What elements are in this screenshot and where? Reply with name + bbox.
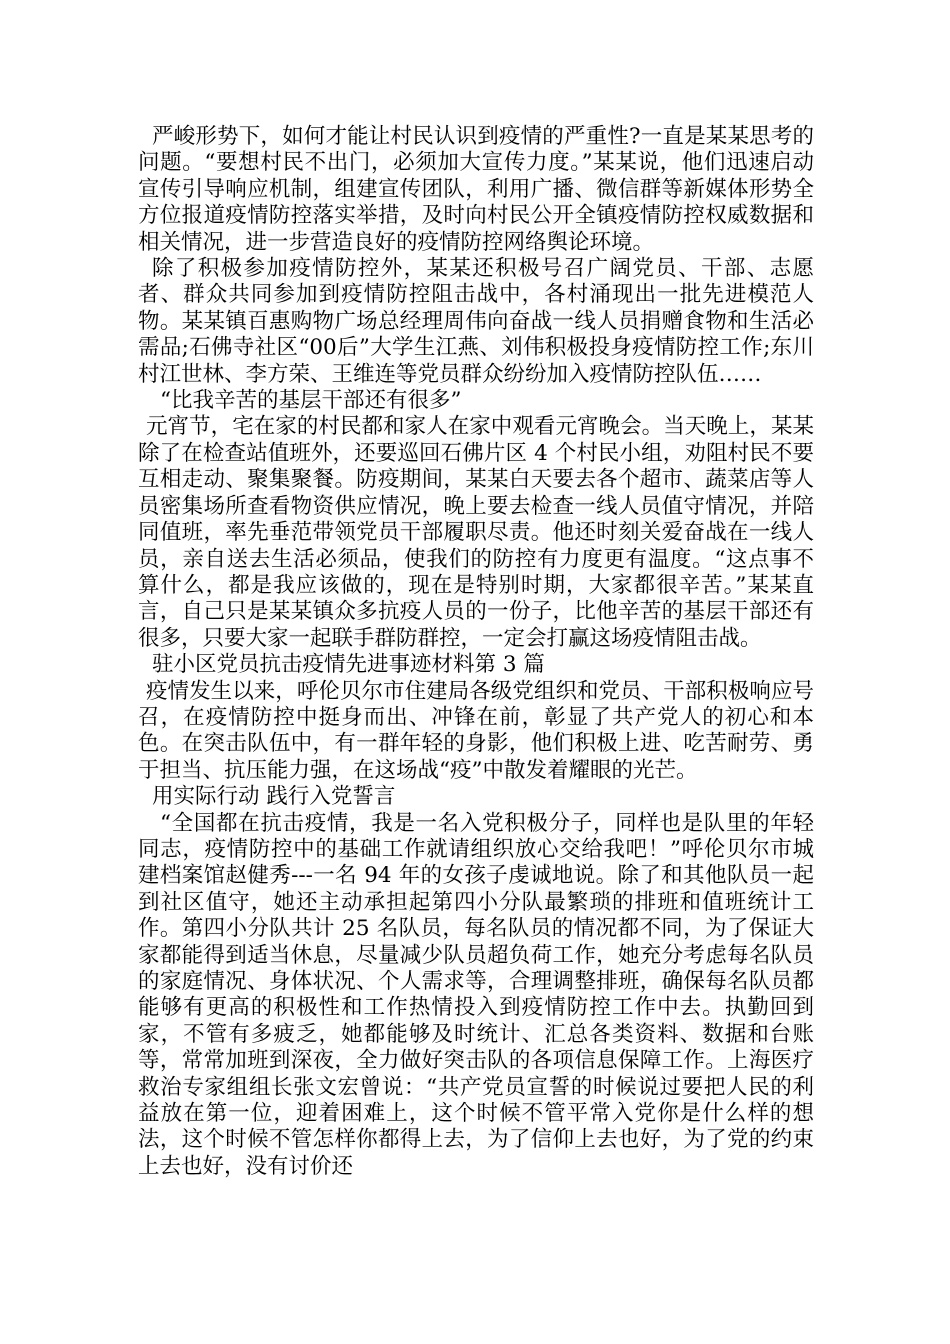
paragraph-publicity: 严峻形势下，如何才能让村民认识到疫情的严重性?一直是某某思考的问题。“要想村民不出门，必须加大宣传力度。”某某说，他们迅速启动宣传引导响应机制，组建宣传团队，利用广播、微信群等新媒体形势全方位报道疫情防控落实举措，及时向村民公开全镇疫情防控权威数据和相关情况，进一步营造良好的疫情防控网络舆论环境。	[138, 124, 814, 255]
section-heading-grassroots: “比我辛苦的基层干部还有很多”	[160, 388, 462, 414]
paragraph-lantern-festival: 元宵节，宅在家的村民都和家人在家中观看元宵晚会。当天晚上，某某除了在检查站值班外，还要巡回石佛片区 4 个村民小组，劝阻村民不要互相走动、聚集聚餐。防疫期间，某某白天要去各个超市、蔬菜店等人员密集场所查看物资供应情况，晚上要去检查一线人员值守情况，并陪同值班，率先垂范带领党员干部履职尽责。他还时刻关爱奋战在一线人员，亲自送去生活必须品，使我们的防控有力度更有温度。“这点事不算什么，都是我应该做的，现在是特别时期，大家都很辛苦。”某某直言，自己只是某某镇众多抗疫人员的一份子，比他辛苦的基层干部还有很多，只要大家一起联手群防群控，一定会打赢这场疫情阻击战。	[138, 414, 814, 651]
document-body	[138, 124, 814, 1180]
paragraph-zhao-jianxiu: “全国都在抗击疫情，我是一名入党积极分子，同样也是队里的年轻同志，疫情防控中的基础工作就请组织放心交给我吧！”呼伦贝尔市城建档案馆赵健秀---一名 94 年的女孩子虔诚地说。除了和其他队员一起到社区值守，她还主动承担起第四小分队最繁琐的排班和值班统计工作。第四小分队共计 25 名队员，每名队员的情况都不同，为了保证大家都能得到适当休息，尽量减少队员超负荷工作，她充分考虑每名队员的家庭情况、身体状况、个人需求等，合理调整排班，确保每名队员都能够有更高的积极性和工作热情投入到疫情防控工作中去。执勤回到家，不管有多疲乏，她都能够及时统计、汇总各类资料、数据和台账等，常常加班到深夜，全力做好突击队的各项信息保障工作。上海医疗救治专家组组长张文宏曾说：“共产党员宣誓的时候说过要把人民的利益放在第一位，迎着困难上，这个时候不管平常入党你是什么样的想法，这个时候不管怎样你都得上去，为了信仰上去也好，为了党的约束上去也好，没有讨价还	[138, 810, 814, 1179]
paragraph-hulunbuir: 疫情发生以来，呼伦贝尔市住建局各级党组织和党员、干部积极响应号召，在疫情防控中挺身而出、冲锋在前，彰显了共产党人的初心和本色。在突击队伍中，有一群年轻的身影，他们积极上进、吃苦耐劳、勇于担当、抗压能力强，在这场战“疫”中散发着耀眼的光芒。	[138, 678, 814, 783]
section-heading-oath: 用实际行动 践行入党誓言	[152, 784, 396, 810]
section-heading-article-3: 驻小区党员抗击疫情先进事迹材料第 3 篇	[152, 652, 545, 678]
paragraph-volunteers: 除了积极参加疫情防控外，某某还积极号召广阔党员、干部、志愿者、群众共同参加到疫情防控阻击战中，各村涌现出一批先进模范人物。某某镇百惠购物广场总经理周伟向奋战一线人员捐赠食物和生活必需品;石佛寺社区“00后”大学生江燕、刘伟积极投身疫情防控工作;东川村江世林、李方荣、王维连等党员群众纷纷加入疫情防控队伍……	[138, 256, 814, 387]
